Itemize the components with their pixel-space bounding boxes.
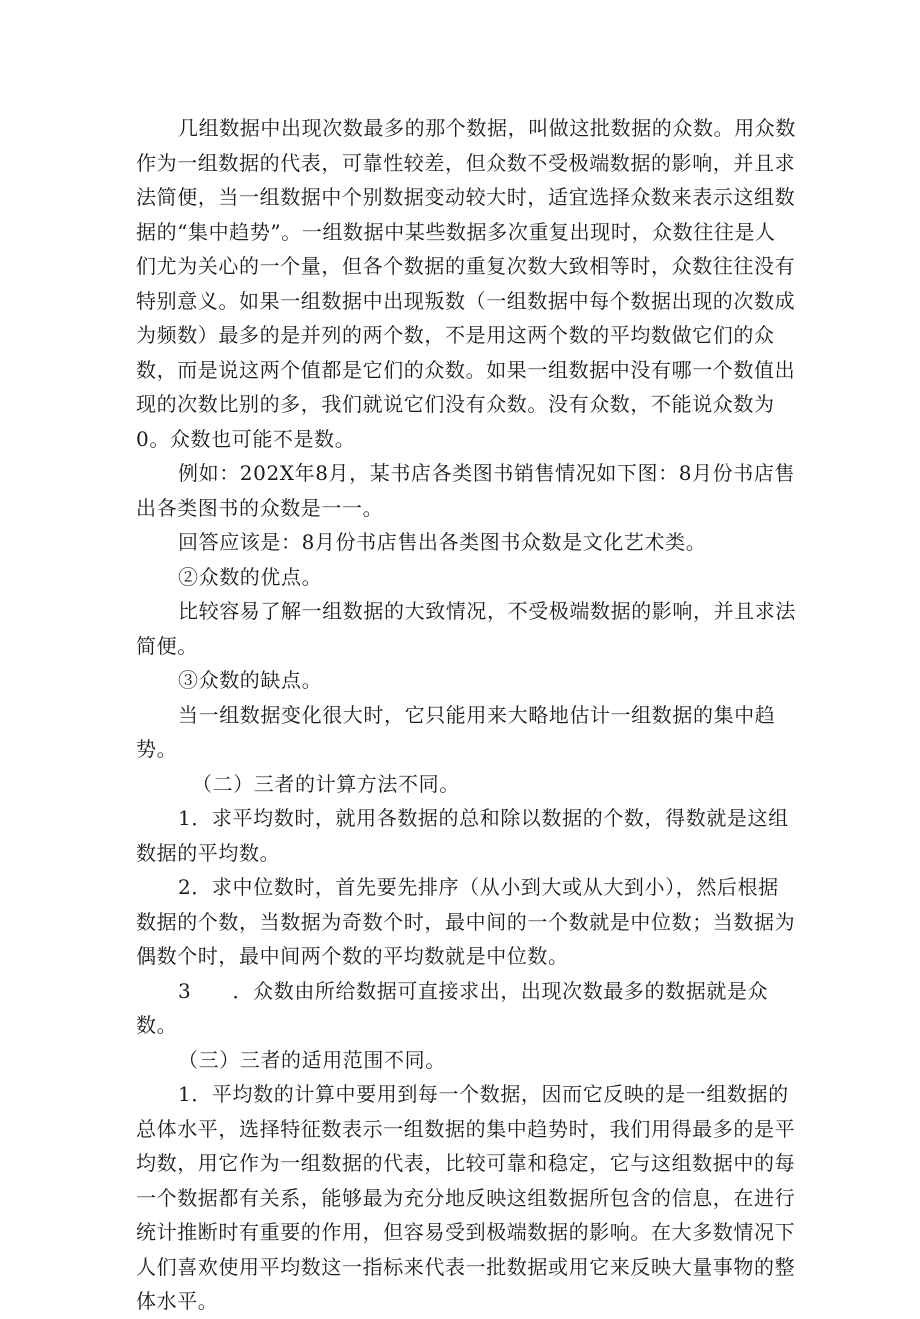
document-body [136,111,796,1319]
paragraph-example: 例如：202X年8月，某书店各类图书销售情况如下图：8月份书店售出各类图书的众数是一一。 [136,461,796,520]
paragraph-mode-definition: 几组数据中出现次数最多的那个数据，叫做这批数据的众数。用众数作为一组数据的代表，可靠性较差，但众数不受极端数据的影响，并且求法简便，当一组数据中个别数据变动较大时，适宜选择众数来表示这组数据的“集中趋势”。一组数据中某些数据多次重复出现时，众数往往是人们尤为关心的一个量，但各个数据的重复次数大致相等时，众数往往没有特别意义。如果一组数据中出现叛数（一组数据中每个数据出现的次数成为频数）最多的是并列的两个数，不是用这两个数的平均数做它们的众数，而是说这两个值都是它们的众数。如果一组数据中没有哪一个数值出现的次数比别的多，我们就说它们没有众数。没有众数，不能说众数为0。众数也可能不是数。 [136,116,796,451]
paragraph-advantages: 比较容易了解一组数据的大致情况，不受极端数据的影响，并且求法简便。 [136,599,796,658]
paragraph-mean-calculation: 1．求平均数时，就用各数据的总和除以数据的个数，得数就是这组数据的平均数。 [136,806,789,865]
paragraph-disadvantages: 当一组数据变化很大时，它只能用来大略地估计一组数据的集中趋势。 [136,702,776,761]
paragraph-mode-calculation: 3 ．众数由所给数据可直接求出，出现次数最多的数据就是众数。 [136,978,769,1037]
heading-calculation-methods: （二）三者的计算方法不同。 [192,771,460,796]
heading-mode-disadvantages: ③众数的缺点。 [178,668,323,692]
paragraph-median-calculation: 2．求中位数时，首先要先排序（从小到大或从大到小），然后根据数据的个数，当数据为奇数个时，最中间的一个数就是中位数；当数据为偶数个时，最中间两个数的平均数就是中位数。 [136,875,796,968]
paragraph-answer: 回答应该是：8月份书店售出各类图书众数是文化艺术类。 [178,530,707,554]
heading-applicable-scope: （三）三者的适用范围不同。 [178,1047,446,1072]
paragraph-mean-scope: 1．平均数的计算中要用到每一个数据，因而它反映的是一组数据的总体水平，选择特征数表示一组数据的集中趋势时，我们用得最多的是平均数，用它作为一组数据的代表，比较可靠和稳定，它与这组数据中的每一个数据都有关系，能够最为充分地反映这组数据所包含的信息，在进行统计推断时有重要的作用，但容易受到极端数据的影响。在大多数情况下人们喜欢使用平均数这一指标来代表一批数据或用它来反映大量事物的整体水平。 [136,1082,796,1313]
heading-mode-advantages: ②众数的优点。 [178,564,323,589]
